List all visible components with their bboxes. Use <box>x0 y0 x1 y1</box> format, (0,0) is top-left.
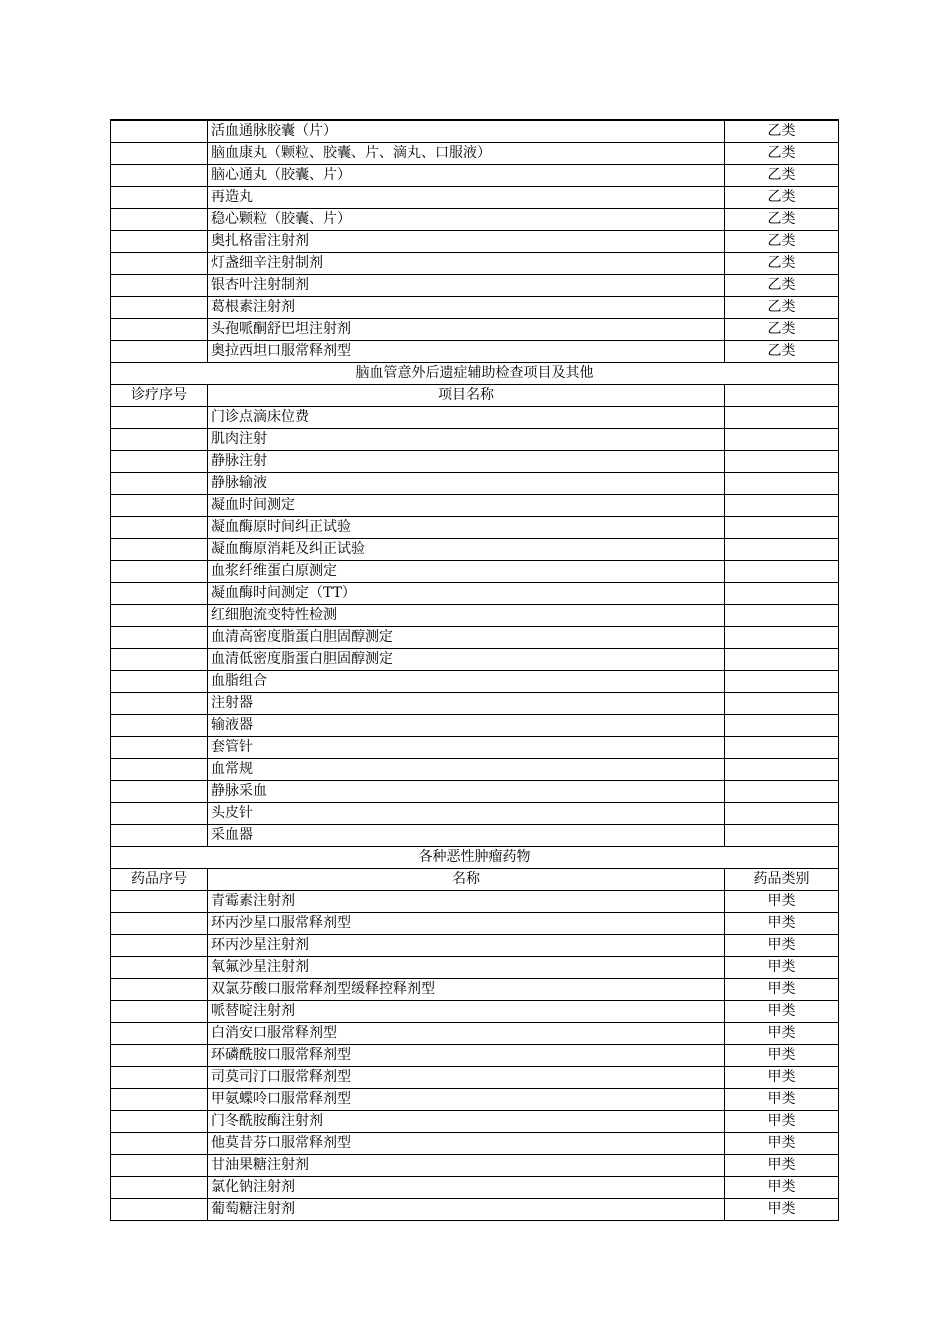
category-cell[interactable] <box>725 693 839 715</box>
serial-cell[interactable] <box>111 1045 208 1067</box>
table-row <box>111 297 839 319</box>
serial-cell[interactable] <box>111 1023 208 1045</box>
table-row <box>111 1045 839 1067</box>
table-row <box>111 891 839 913</box>
data-table <box>110 119 839 1221</box>
table-row <box>111 231 839 253</box>
section-title-row <box>111 847 839 869</box>
name-cell[interactable]: 甘油果糖注射剂 <box>208 1155 725 1177</box>
serial-cell[interactable] <box>111 341 208 363</box>
serial-cell[interactable] <box>111 143 208 165</box>
table-row <box>111 935 839 957</box>
serial-cell[interactable] <box>111 1177 208 1199</box>
serial-cell[interactable] <box>111 583 208 605</box>
category-cell[interactable]: 甲类 <box>725 1089 839 1111</box>
serial-cell[interactable] <box>111 1001 208 1023</box>
name-cell[interactable]: 静脉注射 <box>208 451 725 473</box>
category-cell[interactable]: 甲类 <box>725 1111 839 1133</box>
category-cell[interactable]: 甲类 <box>725 1199 839 1221</box>
name-cell[interactable]: 白消安口服常释剂型 <box>208 1023 725 1045</box>
category-cell[interactable]: 甲类 <box>725 1177 839 1199</box>
table-row <box>111 561 839 583</box>
name-cell[interactable]: 凝血酶时间测定（TT） <box>208 583 725 605</box>
serial-cell[interactable] <box>111 935 208 957</box>
section-title: 各种恶性肿瘤药物 <box>111 847 839 869</box>
name-cell[interactable]: 血浆纤维蛋白原测定 <box>208 561 725 583</box>
category-cell[interactable]: 甲类 <box>725 935 839 957</box>
serial-cell[interactable] <box>111 671 208 693</box>
name-cell[interactable]: 门诊点滴床位费 <box>208 407 725 429</box>
table-row <box>111 715 839 737</box>
category-cell[interactable] <box>725 429 839 451</box>
category-cell[interactable]: 乙类 <box>725 187 839 209</box>
name-cell[interactable]: 门冬酰胺酶注射剂 <box>208 1111 725 1133</box>
name-cell[interactable]: 血常规 <box>208 759 725 781</box>
category-cell[interactable]: 乙类 <box>725 297 839 319</box>
table-row <box>111 495 839 517</box>
serial-cell[interactable] <box>111 539 208 561</box>
serial-cell[interactable] <box>111 319 208 341</box>
category-cell[interactable] <box>725 407 839 429</box>
name-cell[interactable]: 凝血酶原时间纠正试验 <box>208 517 725 539</box>
table-row <box>111 605 839 627</box>
serial-cell[interactable] <box>111 209 208 231</box>
header-row <box>111 869 839 891</box>
serial-cell[interactable] <box>111 120 208 143</box>
name-cell[interactable]: 环磷酰胺口服常释剂型 <box>208 1045 725 1067</box>
name-cell[interactable]: 青霉素注射剂 <box>208 891 725 913</box>
category-cell[interactable]: 甲类 <box>725 1001 839 1023</box>
category-cell[interactable] <box>725 539 839 561</box>
serial-cell[interactable] <box>111 891 208 913</box>
header-row <box>111 385 839 407</box>
table-row <box>111 187 839 209</box>
category-cell[interactable] <box>725 803 839 825</box>
table-row <box>111 451 839 473</box>
name-cell[interactable]: 活血通脉胶囊（片） <box>208 120 725 143</box>
name-cell[interactable]: 静脉输液 <box>208 473 725 495</box>
name-cell[interactable]: 头孢哌酮舒巴坦注射剂 <box>208 319 725 341</box>
serial-cell[interactable] <box>111 759 208 781</box>
category-cell[interactable]: 甲类 <box>725 957 839 979</box>
serial-cell[interactable] <box>111 165 208 187</box>
category-cell[interactable]: 甲类 <box>725 1067 839 1089</box>
serial-cell[interactable] <box>111 407 208 429</box>
serial-cell[interactable] <box>111 781 208 803</box>
name-cell[interactable]: 他莫昔芬口服常释剂型 <box>208 1133 725 1155</box>
category-cell[interactable] <box>725 473 839 495</box>
table-row <box>111 517 839 539</box>
name-cell[interactable]: 采血器 <box>208 825 725 847</box>
name-cell[interactable]: 灯盏细辛注射制剂 <box>208 253 725 275</box>
name-cell[interactable]: 环丙沙星口服常释剂型 <box>208 913 725 935</box>
table-row <box>111 120 839 143</box>
serial-cell[interactable] <box>111 803 208 825</box>
table-row <box>111 1067 839 1089</box>
serial-cell[interactable] <box>111 1067 208 1089</box>
header-serial[interactable]: 药品序号 <box>111 869 208 891</box>
name-cell[interactable]: 葛根素注射剂 <box>208 297 725 319</box>
table-row <box>111 979 839 1001</box>
table-row <box>111 253 839 275</box>
name-cell[interactable]: 奥拉西坦口服常释剂型 <box>208 341 725 363</box>
name-cell[interactable]: 头皮针 <box>208 803 725 825</box>
name-cell[interactable]: 双氯芬酸口服常释剂型缓释控释剂型 <box>208 979 725 1001</box>
category-cell[interactable] <box>725 737 839 759</box>
serial-cell[interactable] <box>111 451 208 473</box>
category-cell[interactable]: 乙类 <box>725 319 839 341</box>
category-cell[interactable] <box>725 517 839 539</box>
serial-cell[interactable] <box>111 429 208 451</box>
serial-cell[interactable] <box>111 1155 208 1177</box>
name-cell[interactable]: 血脂组合 <box>208 671 725 693</box>
table-row <box>111 1023 839 1045</box>
table-row <box>111 429 839 451</box>
section-title-row <box>111 363 839 385</box>
table-row <box>111 341 839 363</box>
serial-cell[interactable] <box>111 253 208 275</box>
table-row <box>111 275 839 297</box>
table-row <box>111 781 839 803</box>
category-cell[interactable] <box>725 583 839 605</box>
category-cell[interactable]: 甲类 <box>725 891 839 913</box>
table-row <box>111 825 839 847</box>
name-cell[interactable]: 稳心颗粒（胶囊、片） <box>208 209 725 231</box>
table-row <box>111 165 839 187</box>
table-row <box>111 1133 839 1155</box>
name-cell[interactable]: 氧氟沙星注射剂 <box>208 957 725 979</box>
serial-cell[interactable] <box>111 1133 208 1155</box>
name-cell[interactable]: 红细胞流变特性检测 <box>208 605 725 627</box>
serial-cell[interactable] <box>111 825 208 847</box>
serial-cell[interactable] <box>111 275 208 297</box>
serial-cell[interactable] <box>111 1089 208 1111</box>
table-row <box>111 913 839 935</box>
name-cell[interactable]: 司莫司汀口服常释剂型 <box>208 1067 725 1089</box>
name-cell[interactable]: 甲氨蝶呤口服常释剂型 <box>208 1089 725 1111</box>
name-cell[interactable]: 静脉采血 <box>208 781 725 803</box>
category-cell[interactable]: 乙类 <box>725 341 839 363</box>
category-cell[interactable] <box>725 781 839 803</box>
name-cell[interactable]: 血清低密度脂蛋白胆固醇测定 <box>208 649 725 671</box>
serial-cell[interactable] <box>111 297 208 319</box>
name-cell[interactable]: 脑血康丸（颗粒、胶囊、片、滴丸、口服液） <box>208 143 725 165</box>
table-row <box>111 539 839 561</box>
serial-cell[interactable] <box>111 1111 208 1133</box>
table-row <box>111 583 839 605</box>
serial-cell[interactable] <box>111 473 208 495</box>
name-cell[interactable]: 脑心通丸（胶囊、片） <box>208 165 725 187</box>
category-cell[interactable] <box>725 671 839 693</box>
category-cell[interactable]: 乙类 <box>725 231 839 253</box>
serial-cell[interactable] <box>111 627 208 649</box>
category-cell[interactable]: 甲类 <box>725 979 839 1001</box>
serial-cell[interactable] <box>111 715 208 737</box>
category-cell[interactable] <box>725 715 839 737</box>
name-cell[interactable]: 血清高密度脂蛋白胆固醇测定 <box>208 627 725 649</box>
category-cell[interactable]: 乙类 <box>725 209 839 231</box>
table-row <box>111 1001 839 1023</box>
table-row <box>111 1177 839 1199</box>
category-cell[interactable]: 乙类 <box>725 143 839 165</box>
table-row <box>111 143 839 165</box>
table-row <box>111 319 839 341</box>
serial-cell[interactable] <box>111 561 208 583</box>
serial-cell[interactable] <box>111 1199 208 1221</box>
name-cell[interactable]: 奥扎格雷注射剂 <box>208 231 725 253</box>
category-cell[interactable]: 乙类 <box>725 165 839 187</box>
table-row <box>111 1199 839 1221</box>
name-cell[interactable]: 再造丸 <box>208 187 725 209</box>
table-row <box>111 649 839 671</box>
serial-cell[interactable] <box>111 693 208 715</box>
table-row <box>111 737 839 759</box>
name-cell[interactable]: 凝血酶原消耗及纠正试验 <box>208 539 725 561</box>
category-cell[interactable]: 甲类 <box>725 1045 839 1067</box>
category-cell[interactable] <box>725 605 839 627</box>
name-cell[interactable]: 环丙沙星注射剂 <box>208 935 725 957</box>
name-cell[interactable]: 注射器 <box>208 693 725 715</box>
name-cell[interactable]: 银杏叶注射制剂 <box>208 275 725 297</box>
name-cell[interactable]: 葡萄糖注射剂 <box>208 1199 725 1221</box>
name-cell[interactable]: 套管针 <box>208 737 725 759</box>
category-cell[interactable] <box>725 495 839 517</box>
category-cell[interactable] <box>725 825 839 847</box>
category-cell[interactable]: 甲类 <box>725 1155 839 1177</box>
table-row <box>111 473 839 495</box>
category-cell[interactable]: 乙类 <box>725 275 839 297</box>
category-cell[interactable]: 甲类 <box>725 1133 839 1155</box>
serial-cell[interactable] <box>111 913 208 935</box>
table-row <box>111 1155 839 1177</box>
table-row <box>111 1089 839 1111</box>
table-row <box>111 957 839 979</box>
category-cell[interactable]: 乙类 <box>725 120 839 143</box>
spreadsheet <box>110 119 838 1221</box>
table-row <box>111 1111 839 1133</box>
category-cell[interactable]: 乙类 <box>725 253 839 275</box>
category-cell[interactable]: 甲类 <box>725 913 839 935</box>
category-cell[interactable]: 甲类 <box>725 1023 839 1045</box>
table-row <box>111 671 839 693</box>
header-serial[interactable]: 诊疗序号 <box>111 385 208 407</box>
category-cell[interactable] <box>725 561 839 583</box>
serial-cell[interactable] <box>111 495 208 517</box>
serial-cell[interactable] <box>111 605 208 627</box>
table-row <box>111 407 839 429</box>
serial-cell[interactable] <box>111 979 208 1001</box>
serial-cell[interactable] <box>111 187 208 209</box>
name-cell[interactable]: 输液器 <box>208 715 725 737</box>
serial-cell[interactable] <box>111 231 208 253</box>
name-cell[interactable]: 凝血时间测定 <box>208 495 725 517</box>
category-cell[interactable] <box>725 451 839 473</box>
table-row <box>111 209 839 231</box>
serial-cell[interactable] <box>111 517 208 539</box>
header-category[interactable]: 药品类别 <box>725 869 839 891</box>
category-cell[interactable] <box>725 627 839 649</box>
header-name[interactable]: 项目名称 <box>208 385 725 407</box>
name-cell[interactable]: 哌替啶注射剂 <box>208 1001 725 1023</box>
category-cell[interactable] <box>725 759 839 781</box>
serial-cell[interactable] <box>111 737 208 759</box>
serial-cell[interactable] <box>111 649 208 671</box>
table-row <box>111 627 839 649</box>
table-body <box>111 120 839 1221</box>
section-title: 脑血管意外后遗症辅助检查项目及其他 <box>111 363 839 385</box>
table-row <box>111 803 839 825</box>
table-row <box>111 693 839 715</box>
table-row <box>111 759 839 781</box>
header-category[interactable] <box>725 385 839 407</box>
header-name[interactable]: 名称 <box>208 869 725 891</box>
category-cell[interactable] <box>725 649 839 671</box>
name-cell[interactable]: 氯化钠注射剂 <box>208 1177 725 1199</box>
name-cell[interactable]: 肌肉注射 <box>208 429 725 451</box>
serial-cell[interactable] <box>111 957 208 979</box>
